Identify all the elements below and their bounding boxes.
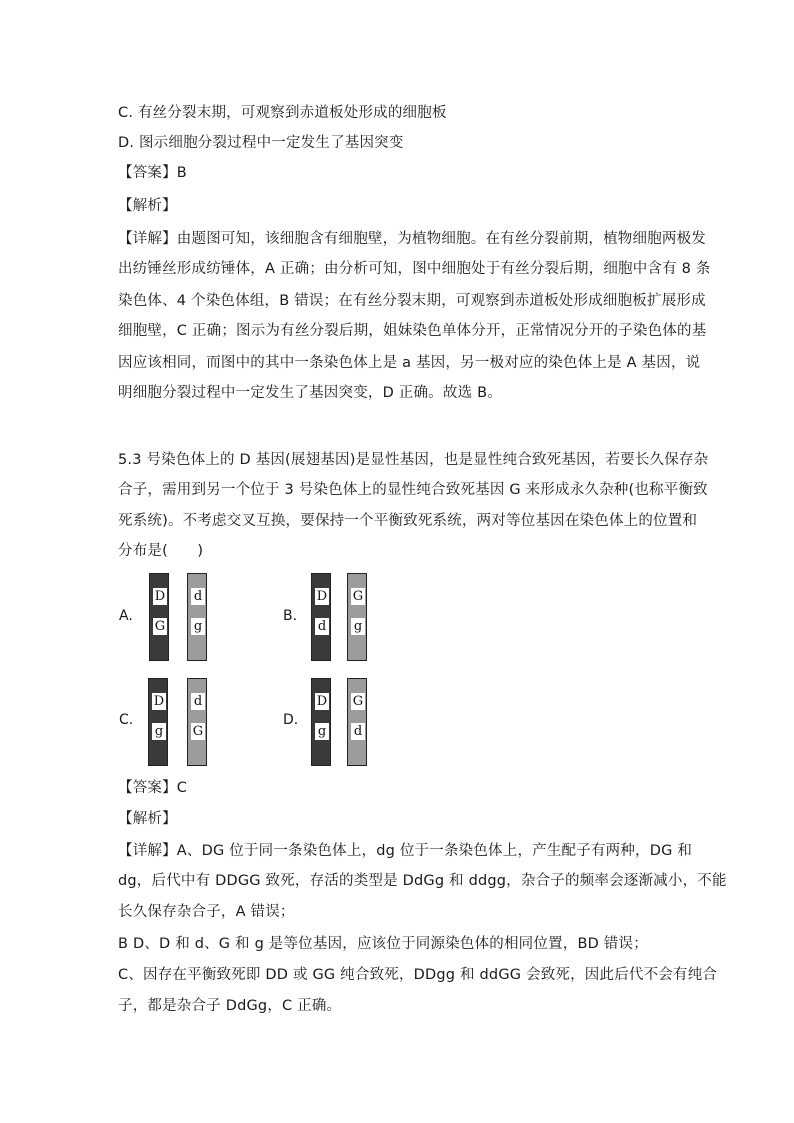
gene-label: d	[351, 723, 365, 740]
option-d-label: D.	[283, 712, 299, 728]
gene-label: g	[351, 618, 365, 635]
gene-label: g	[191, 618, 205, 635]
explanation-line: 【详解】由题图可知，该细胞含有细胞壁，为植物细胞。在有丝分裂前期，植物细胞两极发	[118, 231, 706, 247]
question-line: 死系统)。不考虑交叉互换，要保持一个平衡致死系统，两对等位基因在染色体上的位置和	[118, 513, 698, 529]
option-c-text: C. 有丝分裂末期，可观察到赤道板处形成的细胞板	[118, 105, 447, 121]
option-b-label: B.	[283, 608, 298, 624]
chromosome-dark	[149, 573, 169, 661]
chromosome-light	[347, 678, 367, 766]
gene-label: G	[192, 724, 204, 739]
gene-label: g	[152, 723, 166, 740]
question-line: 合子，需用到另一个位于 3 号染色体上的显性纯合致死基因 G 来形成永久杂种(也称平衡致	[118, 482, 708, 498]
gene-label: d	[191, 693, 205, 710]
option-d-text: D. 图示细胞分裂过程中一定发生了基因突变	[118, 135, 404, 151]
chromosome-light	[347, 573, 367, 661]
explanation-line: B D、D 和 d、G 和 g 是等位基因，应该位于同源染色体的相同位置，BD 错误；	[118, 936, 648, 952]
explanation-line: 出纺锤丝形成纺锤体，A 正确；由分析可知，图中细胞处于有丝分裂后期，细胞中含有 8 条	[118, 261, 711, 277]
answer-heading: 【答案】B	[118, 165, 187, 181]
gene-label: G	[352, 589, 364, 604]
explanation-line: dg，后代中有 DDGG 致死，存活的类型是 DdGg 和 ddgg，杂合子的频率会逐渐减小，不能	[118, 873, 727, 889]
chromosome-dark	[148, 678, 168, 766]
explanation-line: 【详解】A、DG 位于同一条染色体上，dg 位于一条染色体上，产生配子有两种，DG 和	[118, 843, 693, 859]
gene-label: D	[154, 589, 166, 604]
chromosome-dark	[311, 573, 331, 661]
gene-label: D	[316, 589, 328, 604]
explanation-line: 细胞壁，C 正确；图示为有丝分裂后期，姐妹染色单体分开，正常情况分开的子染色体的基	[118, 323, 707, 339]
gene-label: D	[316, 694, 328, 709]
chromosome-light	[187, 573, 207, 661]
analysis-heading: 【解析】	[118, 811, 177, 827]
explanation-line: 长久保存杂合子，A 错误；	[118, 904, 295, 920]
analysis-heading: 【解析】	[118, 198, 177, 214]
explanation-line: 明细胞分裂过程中一定发生了基因突变，D 正确。故选 B。	[118, 385, 502, 401]
explanation-line: 子，都是杂合子 DdGg，C 正确。	[118, 998, 342, 1014]
option-a-label: A.	[119, 608, 133, 624]
explanation-line: 染色体、4 个染色体组，B 错误；在有丝分裂末期，可观察到赤道板处形成细胞板扩展形成	[118, 293, 706, 309]
gene-label: d	[315, 618, 329, 635]
chromosome-light	[187, 678, 207, 766]
chromosome-dark	[311, 678, 331, 766]
question-line: 5.3 号染色体上的 D 基因(展翅基因)是显性基因，也是显性纯合致死基因，若要长久保存杂	[118, 452, 709, 468]
explanation-line: C、因存在平衡致死即 DD 或 GG 纯合致死，DDgg 和 ddGG 会致死，因此后代不会有纯合	[118, 967, 718, 983]
gene-label: d	[191, 588, 205, 605]
gene-label: g	[315, 723, 329, 740]
gene-label: G	[352, 694, 364, 709]
explanation-line: 因应该相同，而图中的其中一条染色体上是 a 基因，另一极对应的染色体上是 A 基因，说	[118, 355, 701, 371]
question-line: 分布是( )	[118, 543, 204, 559]
gene-label: D	[153, 694, 165, 709]
answer-heading: 【答案】C	[118, 780, 188, 796]
option-c-label: C.	[119, 712, 134, 728]
gene-label: G	[154, 619, 166, 634]
